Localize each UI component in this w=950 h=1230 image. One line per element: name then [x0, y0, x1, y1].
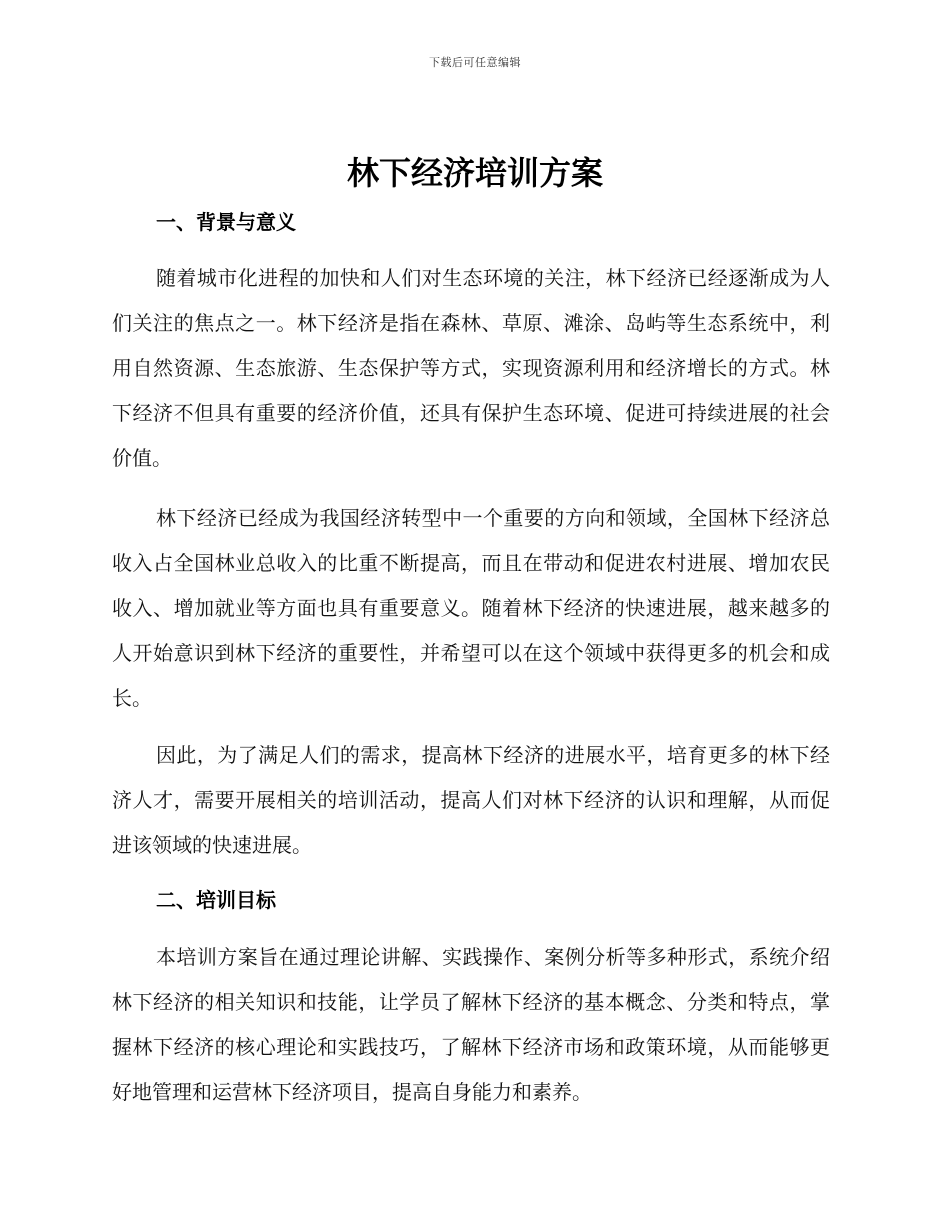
- header-note: 下载后可任意编辑: [429, 56, 521, 69]
- paragraph-goals-1: 本培训方案旨在通过理论讲解、实践操作、案例分析等多种形式，系统介绍林下经济的相关知识和技能，让学员了解林下经济的基本概念、分类和特点，掌握林下经济的核心理论和实践技巧，了解林下经济市场和政策环境，从而能够更好地管理和运营林下经济项目，提高自身能力和素养。: [112, 945, 830, 1104]
- paragraph-background-2: 林下经济已经成为我国经济转型中一个重要的方向和领域，全国林下经济总收入占全国林业总收入的比重不断提高，而且在带动和促进农村进展、增加农民收入、增加就业等方面也具有重要意义。随着林下经济的快速进展，越来越多的人开始意识到林下经济的重要性，并希望可以在这个领域中获得更多的机会和成长。: [112, 506, 830, 710]
- section-heading-background: 一、背景与意义: [156, 210, 296, 234]
- section-heading-goals: 二、培训目标: [156, 888, 276, 912]
- paragraph-background-1: 随着城市化进程的加快和人们对生态环境的关注，林下经济已经逐渐成为人们关注的焦点之一。林下经济是指在森林、草原、滩涂、岛屿等生态系统中，利用自然资源、生态旅游、生态保护等方式，实现资源利用和经济增长的方式。林下经济不但具有重要的经济价值，还具有保护生态环境、促进可持续进展的社会价值。: [112, 266, 830, 470]
- paragraph-background-3: 因此，为了满足人们的需求，提高林下经济的进展水平，培育更多的林下经济人才，需要开展相关的培训活动，提高人们对林下经济的认识和理解，从而促进该领域的快速进展。: [112, 743, 830, 857]
- document-title: 林下经济培训方案: [346, 154, 603, 192]
